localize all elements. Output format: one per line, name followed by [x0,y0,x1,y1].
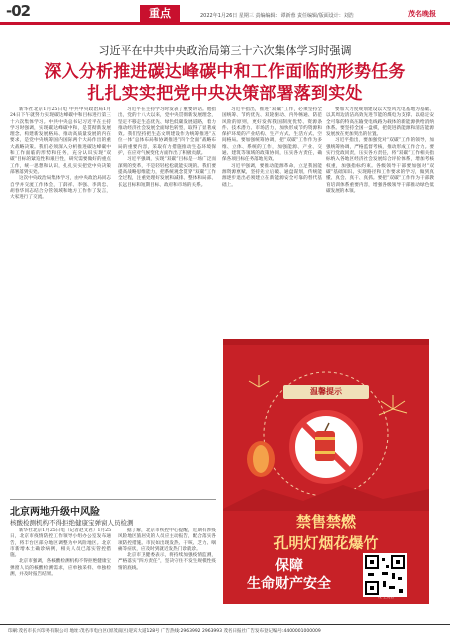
article-column-3 [222,107,322,330]
newspaper-logo: 茂名晚报 [408,10,436,18]
paragraph: 要加大力度规划建设以大型风光电基地为基础、以其周边清洁高效先进节能的煤电为支撑、以稳定安全可靠的特高压输变电线路为载体的新能源供给消纳体系。要坚持全国一盘棋，把促进新能源和清洁能源发展放在更加突出的位置。 [326,107,434,138]
poster-hills [223,485,429,511]
paragraph: 习近平指出，推进“双碳”工作，必须坚持全国统筹、节约优先、双轮驱动、内外畅通、防范风险的原则，更好发挥我国制度优势、资源条件、技术潜力、市场活力，加快形成节约资源和保护环境的产业结构、生产方式、生活方式、空间格局。要加强统筹协调，把“双碳”工作作为多维、立体、系统的工作，加强能源、产业、交通、建筑等领域的政策协同，压实各方责任，确保各项目标任务落地见效。 [222,107,322,163]
paragraph: 习近平指出，要加强党对“双碳”工作的领导，加强统筹协调，严格监督考核，推动形成工作合力。要实行党政同责，压实各方责任，将“双碳”工作相关指标纳入各地区经济社会发展综合评价体系，增加考核权重，加强指标约束。各级领导干部要加强对“双碳”基础知识、实现路径和工作要求的学习，做到真懂、真会、真干、真抓。要把“双碳”工作作为干部教育培训体系重要内容，增强各级领导干部推动绿色低碳发展的本领。 [326,138,434,194]
secondary-article-column-1 [10,528,111,620]
firecracker-icon [315,431,335,461]
article-column-4 [326,107,434,332]
main-headline-line-1: 深入分析推进碳达峰碳中和工作面临的形势任务 [44,62,406,82]
footer-rule [0,624,450,625]
article-column-2 [118,107,216,487]
poster-slogan-line-3: 保障 [275,558,303,574]
paragraph: 新华社北京1月25日电（记者赵文君）1月25日，北京市疫情防控工作领导小组办公室发布通告，将丰台区部分地区调整为中风险地区。北京市新增本土确诊病例，相关人员已落实管控措施。 [10,528,111,559]
qr-caption: “茂”上茂名 [376,595,394,599]
paragraph: 据了解，北京市疾控中心提醒，近期有涉疫风险地区旅居史的人员应主动报告，配合落实各项防控措施。市民如出现发热、干咳、乏力、咽痛等症状，应及时到就近发热门诊就诊。 [118,528,216,552]
safety-poster [223,339,429,604]
poster-title: 温馨提示 [283,385,369,399]
paragraph: 新华社北京1月25日电 中共中央政治局1月24日下午就努力实现碳达峰碳中和目标进行第三十六次集体学习。中共中央总书记习近平在主持学习时强调，实现碳达峰碳中和，是贯彻新发展理念、构建新发展格局、推动高质量发展的内在要求，是党中央统筹国内国际两个大局作出的重大战略决策。我们必须深入分析推进碳达峰碳中和工作面临的形势和任务，充分认识实现“双碳”目标的紧迫性和艰巨性，研究需要做好的重点工作，统一思想和认识，扎扎实实把党中央决策部署落到实处。 [10,107,111,175]
paragraph: 习近平在主持学习时发表了重要讲话。他指出，党的十八大以来，党中央贯彻新发展理念，坚定不移走生态优先、绿色低碳发展道路，着力推动经济社会发展全面绿色转型，取得了显著成效。我们坚持把生态文明建设作为统筹推进“五位一体”总体布局和协调推进“四个全面”战略布局的重要内容，采取有力措施推动生态环境保护，在应对气候变化方面作出了积极贡献。 [118,107,216,157]
qr-code-icon[interactable] [363,553,407,597]
poster-slogan-line-4: 生命财产安全 [247,576,331,592]
headline-kicker: 习近平在中共中央政治局第三十六次集体学习时强调 [98,44,352,57]
section-tag: 重点 [140,5,180,22]
article-divider [10,499,216,500]
paragraph: 这次中央政治局集体学习，由中央政治局同志自学并交流工作体会，丁薛祥、李强、李鸿忠、胡春华同志结合分管领域和地方工作作了发言，大家进行了交流。 [10,176,111,201]
article-column-1 [10,107,111,487]
poster-slogan-line-1: 禁售禁燃 [295,513,356,531]
issue-info: 2022年1月26日 星期三 责编编辑：谭新蓉 责任编辑/版面设计：刘浩 [200,13,354,19]
header-rule [0,22,450,25]
paragraph: 习近平强调，实现“双碳”目标是一场广泛而深刻的变革，不是轻轻松松就能实现的。我们要提高战略思维能力，把系统观念贯穿“双碳”工作全过程，注重处理好发展和减排、整体和局部、长远目标和短期目标、政府和市场的关系。 [118,157,216,188]
paragraph: 习近平强调，要推动能源革命，立足我国能源资源禀赋，坚持先立后破、通盘谋划，传统能源逐步退出必须建立在新能源安全可靠的替代基础上。 [222,163,322,188]
secondary-article-title: 北京两地升级中风险 [10,507,100,518]
paragraph: 北京市强调，各核酸检测机构不得拒绝健康宝弹窗人员的核酸检测需求，应单独采样、单独检测，并及时报告结果。 [10,559,111,578]
footer-imprint: 印刷:茂名市长兴印务有限公司 地址:茂名市电白区(原茂南区)迎宾大道128号 广告热线:2963992 2963993 茂名日报社广告发布登记编号:4400001000009 [8,629,321,634]
secondary-article-subtitle: 核酸检测机构不得拒绝健康宝弹窗人员检测 [10,519,134,527]
secondary-article-column-2 [118,528,216,620]
page-number: -02 [6,2,31,20]
paragraph: 北京市卫健委表示，将持续加强疫情监测，严格落实“四方责任”，坚决守住不发生规模性疫情的底线。 [118,553,216,571]
main-headline-line-2: 扎扎实实把党中央决策部署落到实处 [87,84,363,104]
poster-slogan-line-2: 孔明灯烟花爆竹 [273,534,379,552]
